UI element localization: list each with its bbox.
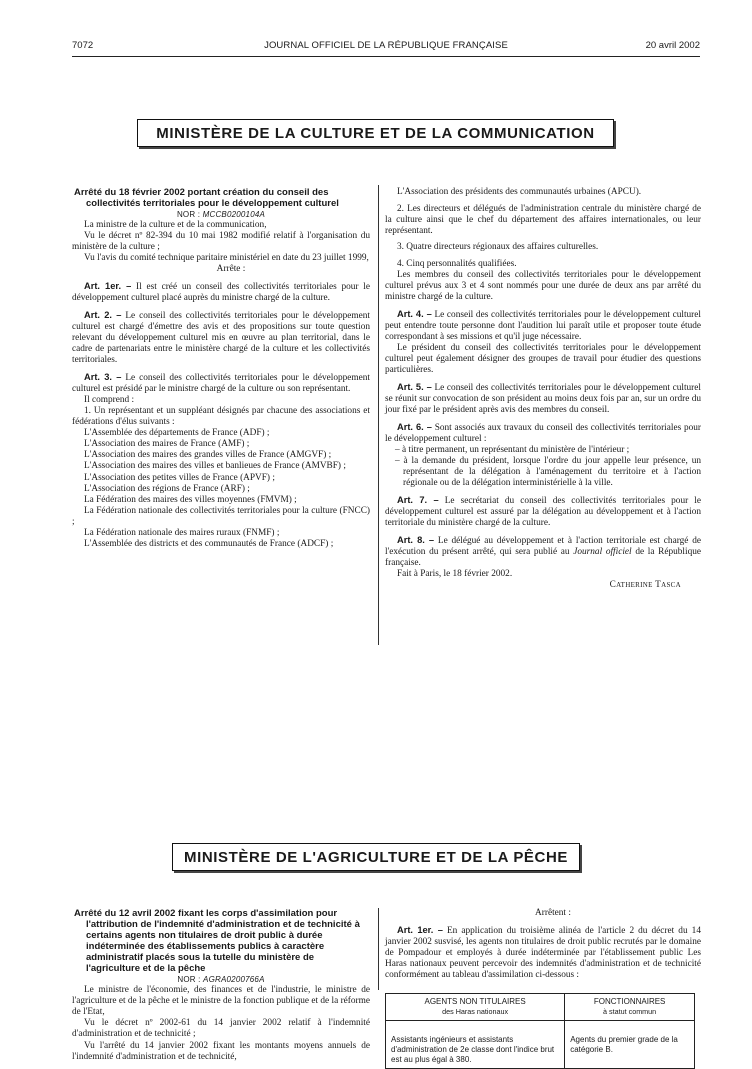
association-item: La Fédération des maires des villes moyennes (FMVM) ;: [84, 494, 297, 505]
culture-fait-a-paris: Fait à Paris, le 18 février 2002.: [397, 568, 513, 579]
issue-date: 20 avril 2002: [645, 40, 700, 51]
table-header-agents: AGENTS NON TITULAIRES des Haras nationaux: [386, 994, 565, 1021]
association-item: L'Association des petites villes de France (APVF) ;: [84, 472, 275, 483]
agriculture-article-1: Art. 1er. – En application du troisième alinéa de l'article 2 du décret du 14 janvier 2002 susvisé, les agents non titulaires de droit public recrutés par le domaine de Pompadour et employés à durée indéterminée par l'établissement public Les Haras nationaux peuvent percevoir des indemnités d'administration et de technicité conformément au tableau d'assimilation ci-dessous :: [385, 924, 701, 980]
culture-intro-2: Vu le décret nº 82-394 du 10 mai 1982 modifié relatif à l'organisation du ministère de la culture ;: [72, 231, 370, 253]
culture-article-7: Art. 7. – Le secrétariat du conseil des collectivités territoriales pour le développement culturel est assuré par la délégation au développement et à l'action territoriale du ministère chargé de la culture.: [385, 494, 701, 528]
culture-article-3-item-4: 4. Cinq personnalités qualifiées.: [397, 258, 517, 269]
culture-column-left: [72, 187, 370, 550]
culture-article-3-comprend: Il comprend :: [84, 394, 135, 405]
agriculture-column-right: [385, 908, 701, 1069]
ministry-agriculture-heading: MINISTÈRE DE L'AGRICULTURE ET DE LA PÊCHE: [172, 843, 580, 871]
culture-article-2: Art. 2. – Le conseil des collectivités territoriales pour le développement culturel est chargé d'émettre des avis et des propositions sur toute question relevant du développement culturel mis en œuvre au plan territorial, dans le cadre de partenariats entre le ministère chargé de la culture et les collectivités territoriales.: [72, 309, 370, 366]
culture-article-6-item: – à la demande du président, lorsque l'ordre du jour appelle leur présence, un représentant de la délégation à l'aménagement du territoire et à l'action régionale ou de la délégation interministérielle à la ville.: [395, 455, 701, 489]
column-divider: [378, 185, 379, 645]
association-item: L'Association des régions de France (ARF) ;: [84, 483, 250, 494]
culture-nor: NOR : MCCB0200104A: [176, 210, 266, 219]
association-item: L'Association des maires des villes et banlieues de France (AMVBF) ;: [84, 461, 346, 472]
culture-arrete-word: Arrête :: [216, 264, 246, 275]
culture-article-8: Art. 8. – Le délégué au développement et à l'action territoriale est chargé de l'exécution du présent arrêté, qui sera publié au Journal officiel de la République française.: [385, 534, 701, 568]
table-row: [386, 1021, 695, 1069]
culture-article-3-item-1: 1. Un représentant et un suppléant désignés par chacune des associations et fédérations d'élus suivants :: [72, 406, 370, 428]
culture-article-6-item: – à titre permanent, un représentant du ministère de l'intérieur ;: [395, 444, 630, 455]
association-item: La Fédération nationale des maires ruraux (FNMF) ;: [84, 528, 280, 539]
association-item: La Fédération nationale des collectivités territoriales pour la culture (FNCC) ;: [72, 505, 370, 527]
culture-arrete-title: Arrêté du 18 février 2002 portant création du conseil des collectivités territoriales pour le développement culturel: [74, 187, 339, 209]
culture-signature: Catherine Tasca: [609, 579, 681, 590]
agriculture-arretent: Arrêtent :: [535, 908, 571, 918]
table-header-fonctionnaires: FONCTIONNAIRES à statut commun: [565, 994, 695, 1021]
culture-nor-code: MCCB0200104A: [202, 210, 266, 219]
association-item: L'Assemblée des départements de France (ADF) ;: [84, 428, 270, 439]
culture-article-4-para-2: Le président du conseil des collectivités territoriales pour le développement culturel peut également désigner des groupes de travail pour étudier des questions particulières.: [385, 343, 701, 376]
culture-article-6: Art. 6. – Sont associés aux travaux du conseil des collectivités territoriales pour le développement culturel :: [385, 421, 701, 444]
association-item: L'Assemblée des districts et des communautés de France (ADCF) ;: [84, 539, 334, 550]
culture-article-3-item-2: 2. Les directeurs et délégués de l'administration centrale du ministère chargé de la culture ainsi que le chef du département des affaires internationales, ou leur représentant.: [385, 203, 701, 236]
agriculture-nor-code: AGRA0200766A: [203, 975, 265, 984]
agriculture-intro-1: Le ministre de l'économie, des finances et de l'industrie, le ministre de l'agriculture et de la pêche et le ministre de la fonction publique et de la réforme de l'Etat,: [72, 985, 370, 1018]
agriculture-arrete-title: Arrêté du 12 avril 2002 fixant les corps d'assimilation pour l'attribution de l'indemnité d'administration et de technicité à certains agents non titulaires de droit public à durée indéterminée des établissements publics à caractère administratif placés sous la tutelle du ministère de l'agriculture et de la pêche: [74, 908, 360, 974]
ministry-culture-heading: MINISTÈRE DE LA CULTURE ET DE LA COMMUNICATION: [137, 119, 614, 147]
assimilation-table: [385, 993, 695, 1069]
culture-intro-1: La ministre de la culture et de la communication,: [84, 220, 267, 231]
running-header: [72, 40, 700, 54]
association-item: L'Association des maires des grandes villes de France (AMGVF) ;: [84, 450, 332, 461]
culture-article-5: Art. 5. – Le conseil des collectivités territoriales pour le développement culturel se réunit sur convocation de son président au moins deux fois par an, sur un ordre du jour fixé par le président après avis des membres du conseil.: [385, 381, 701, 416]
agriculture-nor: NOR : AGRA0200766A: [177, 975, 265, 984]
page-number: 7072: [72, 40, 94, 51]
culture-article-3-members: Les membres du conseil des collectivités territoriales pour le développement culturel prévus aux 3 et 4 sont nommés pour une durée de deux ans par arrêté du ministre chargé de la culture.: [385, 270, 701, 303]
agriculture-intro-2: Vu le décret nº 2002-61 du 14 janvier 2002 relatif à l'indemnité d'administration et de technicité ;: [72, 1018, 370, 1040]
culture-article-3: Art. 3. – Le conseil des collectivités territoriales pour le développement culturel est présidé par le ministre chargé de la culture ou son représentant.: [72, 371, 370, 394]
culture-article-1: Art. 1er. – Il est créé un conseil des collectivités territoriales pour le développement culturel placé auprès du ministre chargé de la culture.: [72, 281, 370, 304]
agriculture-intro-3: Vu l'arrêté du 14 janvier 2002 fixant les montants moyens annuels de l'indemnité d'administration et de technicité,: [72, 1040, 370, 1062]
culture-article-4: Art. 4. – Le conseil des collectivités territoriales pour le développement culturel peut entendre toute personne dont l'audition lui paraît utile et proposer toute étude correspondant à ses missions et qu'il juge nécessaire.: [385, 308, 701, 343]
agriculture-column-left: [72, 908, 370, 1063]
header-rule: [72, 56, 700, 57]
association-item: L'Association des présidents des communautés urbaines (APCU).: [397, 187, 642, 197]
column-divider: [378, 908, 379, 990]
culture-intro-3: Vu l'avis du comité technique paritaire ministériel en date du 23 juillet 1999,: [84, 253, 369, 264]
culture-article-3-item-3: 3. Quatre directeurs régionaux des affaires culturelles.: [397, 242, 599, 253]
culture-column-right: [385, 187, 701, 591]
table-cell-agents: Assistants ingénieurs et assistants d'administration de 2e classe dont l'indice brut est au plus égal à 380.: [386, 1021, 565, 1069]
association-item: L'Association des maires de France (AMF) ;: [84, 439, 250, 450]
journal-officiel-italic: Journal officiel: [573, 546, 632, 557]
journal-title: JOURNAL OFFICIEL DE LA RÉPUBLIQUE FRANÇAISE: [264, 40, 508, 51]
table-cell-fonctionnaires: Agents du premier grade de la catégorie B.: [565, 1021, 695, 1069]
